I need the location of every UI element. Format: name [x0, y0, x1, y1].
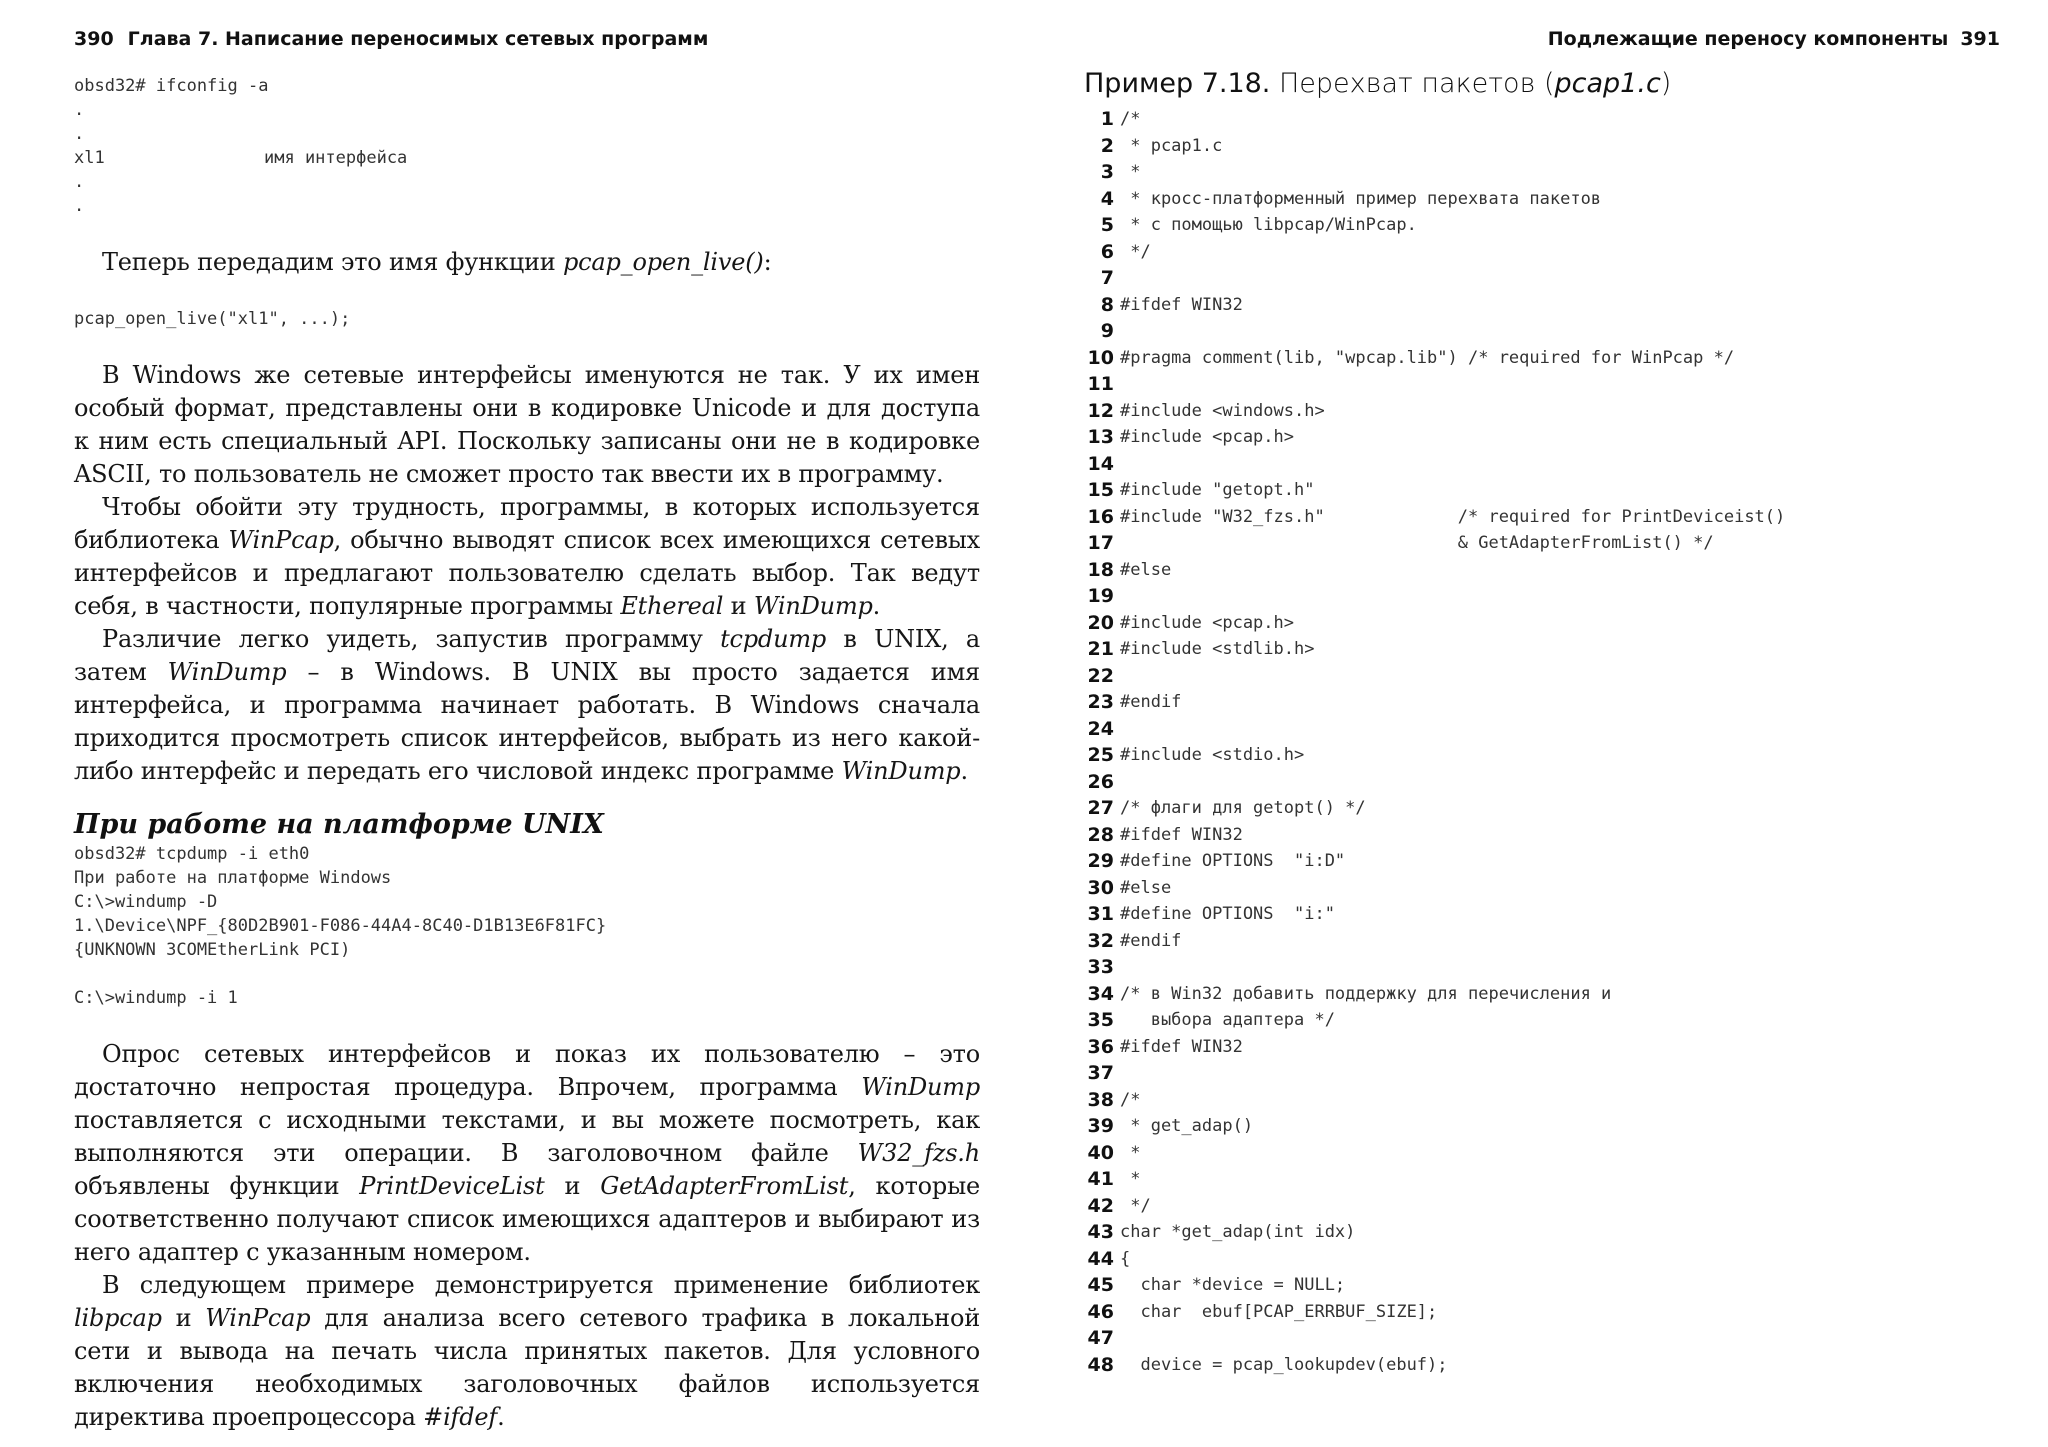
code-line: #define OPTIONS "i:D"	[1120, 851, 1346, 872]
text: , которые соответственно получают список имеющихся адаптеров и выбирают из него адаптер с указанным номером.	[74, 1172, 980, 1266]
code-line: *	[1120, 1142, 1141, 1163]
code-line: obsd32# ifconfig -a	[74, 76, 269, 96]
line-number: 28	[1087, 823, 1114, 846]
code-row	[1084, 398, 1785, 425]
code-line: #pragma comment(lib, "wpcap.lib") /* required for WinPcap */	[1120, 347, 1735, 368]
code-row	[1084, 530, 1785, 557]
line-number: 42	[1087, 1194, 1114, 1217]
line-number: 37	[1087, 1062, 1114, 1085]
code-line: #else	[1120, 877, 1172, 898]
code-row	[1084, 1352, 1785, 1379]
line-number: 9	[1100, 320, 1114, 343]
code-line	[1120, 769, 1785, 796]
code-line: #include <stdio.h>	[1120, 745, 1305, 766]
line-number: 36	[1087, 1035, 1114, 1058]
code-row	[1084, 848, 1785, 875]
code-row	[1084, 1246, 1785, 1273]
line-number: 15	[1087, 479, 1114, 502]
code-block-tcpdump	[74, 842, 980, 1010]
line-number: 47	[1087, 1327, 1114, 1350]
line-number: 31	[1087, 903, 1114, 926]
line-number: 30	[1087, 876, 1114, 899]
line-number: 12	[1087, 399, 1114, 422]
paragraph-5	[74, 1038, 980, 1269]
code-line: * с помощью libpcap/WinPcap.	[1120, 215, 1417, 236]
text: – в Windows. В UNIX вы просто задается имя интерфейса, и программа начинает работать. В Windows сначала приходится просмотреть список интерфейсов, выбрать из него какой-либо интерфейс и передать его числовой индекс программе	[74, 658, 980, 785]
line-number: 13	[1087, 426, 1114, 449]
code-line: char *device = NULL;	[1120, 1275, 1346, 1296]
code-row	[1084, 239, 1785, 266]
code-line: obsd32# tcpdump -i eth0	[74, 844, 310, 864]
paragraph-6	[74, 1269, 980, 1434]
code-row	[1084, 954, 1785, 981]
code-line: #else	[1120, 559, 1172, 580]
text: Различие легко уидеть, запустив программу	[102, 625, 721, 653]
text: и	[723, 592, 754, 620]
term: #ifdef	[423, 1403, 498, 1431]
term: WinDump	[753, 592, 873, 620]
code-line: #include <stdlib.h>	[1120, 639, 1315, 660]
line-number: 43	[1087, 1221, 1114, 1244]
text: :	[763, 248, 772, 276]
code-line: C:\>windump -i 1	[74, 988, 238, 1008]
line-number: 46	[1087, 1300, 1114, 1323]
right-page-number: 391	[1960, 28, 2000, 50]
text: .	[497, 1403, 505, 1431]
term: tcpdump	[720, 625, 827, 653]
code-line	[1120, 663, 1785, 690]
text: для анализа всего сетевого трафика в локальной сети и вывода на печать числа принятых пакетов. Для условного включения необходимых заголовочных файлов используется директива проепроцессора	[74, 1304, 980, 1431]
code-row	[1084, 636, 1785, 663]
code-line: /* флаги для getopt() */	[1120, 798, 1366, 819]
function-name: pcap_open_live()	[562, 248, 764, 276]
line-number: 25	[1087, 744, 1114, 767]
term: GetAdapterFromList	[600, 1172, 849, 1200]
line-number: 38	[1087, 1088, 1114, 1111]
term: WinDump	[861, 1073, 980, 1101]
line-number: 26	[1087, 770, 1114, 793]
text: в UNIX, а затем	[74, 625, 980, 686]
line-number: 39	[1087, 1115, 1114, 1138]
line-number: 6	[1100, 240, 1114, 263]
line-number: 3	[1100, 161, 1114, 184]
line-number: 1	[1100, 108, 1114, 131]
section-subheading: При работе на платформе UNIX	[74, 809, 604, 840]
code-line: выбора адаптера */	[1120, 1010, 1335, 1031]
code-row	[1084, 1299, 1785, 1326]
code-iface-name: xl1	[74, 148, 105, 168]
example-label: Пример 7.18.	[1084, 68, 1271, 99]
term: WinPcap	[205, 1304, 311, 1332]
line-number: 48	[1087, 1353, 1114, 1376]
code-line: .	[74, 196, 85, 216]
line-number: 10	[1087, 346, 1114, 369]
code-line: .	[74, 172, 85, 192]
code-line: #include <pcap.h>	[1120, 427, 1294, 448]
code-row	[1084, 477, 1785, 504]
code-row	[1084, 133, 1785, 160]
code-row	[1084, 1219, 1785, 1246]
code-row	[1084, 583, 1785, 610]
code-line	[1120, 954, 1785, 981]
code-line: *	[1120, 1169, 1141, 1190]
text: Опрос сетевых интерфейсов и показ их пользователю – это достаточно непростая процедура. Впрочем, программа	[74, 1040, 980, 1101]
code-line: При работе на платформе Windows	[74, 868, 392, 888]
text: Чтобы обойти эту трудность, программы, в которых используется библиотека	[74, 493, 980, 554]
code-line: #include "getopt.h"	[1120, 480, 1315, 501]
code-line: /* в Win32 добавить поддержку для перечисления и	[1120, 983, 1612, 1004]
term: libpcap	[74, 1304, 162, 1332]
code-row	[1084, 265, 1785, 292]
text: , обычно выводят список всех имеющихся сетевых интерфейсов и предлагают пользователю сделать выбор. Так ведут себя, в частности, популярные программы	[74, 526, 980, 620]
code-row	[1084, 742, 1785, 769]
code-line: */	[1120, 1195, 1151, 1216]
line-number: 22	[1087, 664, 1114, 687]
code-row	[1084, 1193, 1785, 1220]
line-number: 35	[1087, 1009, 1114, 1032]
code-line: #include "W32_fzs.h" /* required for PrintDeviceist()	[1120, 506, 1786, 527]
code-row	[1084, 1060, 1785, 1087]
line-number: 8	[1100, 293, 1114, 316]
code-line: /*	[1120, 109, 1141, 130]
text: и	[544, 1172, 601, 1200]
line-number: 4	[1100, 187, 1114, 210]
code-row	[1084, 822, 1785, 849]
code-row	[1084, 292, 1785, 319]
left-body	[74, 74, 980, 1434]
left-page-number: 390	[74, 28, 114, 50]
code-line: * кросс-платформенный пример перехвата пакетов	[1120, 188, 1602, 209]
term: WinPcap	[228, 526, 334, 554]
left-running-head	[74, 28, 708, 50]
line-number: 11	[1087, 373, 1114, 396]
code-row	[1084, 424, 1785, 451]
code-block-ifconfig	[74, 74, 980, 218]
code-row	[1084, 451, 1785, 478]
code-row	[1084, 212, 1785, 239]
line-number: 7	[1100, 267, 1114, 290]
code-line: #define OPTIONS "i:"	[1120, 904, 1335, 925]
line-number: 18	[1087, 558, 1114, 581]
code-line: /*	[1120, 1089, 1141, 1110]
code-line: & GetAdapterFromList() */	[1120, 533, 1714, 554]
line-number: 14	[1087, 452, 1114, 475]
term: W32_fzs.h	[857, 1139, 980, 1167]
code-row	[1084, 186, 1785, 213]
code-line: #include <windows.h>	[1120, 400, 1325, 421]
code-block-pcap-open: pcap_open_live("xl1", ...);	[74, 309, 351, 329]
line-number: 20	[1087, 611, 1114, 634]
code-line	[1120, 451, 1785, 478]
text: .	[960, 757, 968, 785]
code-line: device = pcap_lookupdev(ebuf);	[1120, 1354, 1448, 1375]
code-listing-body	[1084, 106, 1785, 1378]
left-chapter-title: Глава 7. Написание переносимых сетевых программ	[127, 28, 709, 50]
code-line: char ebuf[PCAP_ERRBUF_SIZE];	[1120, 1301, 1438, 1322]
code-line: 1.\Device\NPF_{80D2B901-F086-44A4-8C40-D1B13E6F81FC}	[74, 916, 607, 936]
paragraph-2: В Windows же сетевые интерфейсы именуются не так. У их имен особый формат, представлены они в кодировке Unicode и для доступа к ним есть специальный API. Поскольку записаны они не в кодировке ASCII, то пользователь не сможет просто так ввести их в программу.	[74, 361, 980, 488]
code-listing	[1084, 106, 1785, 1378]
code-line	[1120, 1060, 1785, 1087]
code-row	[1084, 928, 1785, 955]
text: и	[161, 1304, 206, 1332]
code-line	[1120, 716, 1785, 743]
line-number: 32	[1087, 929, 1114, 952]
code-row	[1084, 106, 1785, 133]
code-line: #ifdef WIN32	[1120, 824, 1243, 845]
code-row	[1084, 1087, 1785, 1114]
line-number: 44	[1087, 1247, 1114, 1270]
right-running-head	[1548, 28, 2000, 50]
code-line	[1120, 1325, 1785, 1352]
code-line: #include <pcap.h>	[1120, 612, 1294, 633]
code-row	[1084, 345, 1785, 372]
right-body	[1084, 66, 2004, 1378]
code-row	[1084, 1325, 1785, 1352]
term: PrintDeviceList	[359, 1172, 545, 1200]
code-line	[1120, 371, 1785, 398]
term: WinDump	[167, 658, 287, 686]
code-row	[1084, 769, 1785, 796]
text: Теперь передадим это имя функции	[102, 248, 563, 276]
code-line: *	[1120, 162, 1141, 183]
term: WinDump	[841, 757, 961, 785]
text: В следующем примере демонстрируется применение библиотек	[102, 1271, 980, 1299]
paragraph-3	[74, 491, 980, 623]
right-section-title: Подлежащие переносу компоненты	[1547, 28, 1949, 50]
example-caption: Перехват пакетов (	[1278, 68, 1555, 99]
line-number: 40	[1087, 1141, 1114, 1164]
code-row	[1084, 716, 1785, 743]
code-line: */	[1120, 241, 1151, 262]
line-number: 19	[1087, 585, 1114, 608]
code-row	[1084, 1034, 1785, 1061]
line-number: 45	[1087, 1274, 1114, 1297]
code-row	[1084, 371, 1785, 398]
code-line: .	[74, 124, 85, 144]
code-line: C:\>windump -D	[74, 892, 218, 912]
line-number: 24	[1087, 717, 1114, 740]
line-number: 27	[1087, 797, 1114, 820]
term: Ethereal	[620, 592, 724, 620]
code-line	[1120, 318, 1785, 345]
code-row	[1084, 795, 1785, 822]
code-line	[1120, 583, 1785, 610]
code-row	[1084, 504, 1785, 531]
code-row	[1084, 1007, 1785, 1034]
code-row	[1084, 663, 1785, 690]
line-number: 2	[1100, 134, 1114, 157]
paragraph-4	[74, 623, 980, 788]
line-number: 5	[1100, 214, 1114, 237]
text: .	[872, 592, 881, 620]
example-title	[1084, 66, 2004, 102]
code-line: #ifdef WIN32	[1120, 294, 1243, 315]
text: объявлены функции	[74, 1172, 360, 1200]
line-number: 17	[1087, 532, 1114, 555]
text: поставляется с исходными текстами, и вы можете посмотреть, как выполняются эти операции. В заголовочном файле	[74, 1106, 980, 1167]
code-iface-comment: имя интерфейса	[264, 148, 408, 168]
code-row	[1084, 557, 1785, 584]
example-caption-close: )	[1660, 68, 1672, 99]
line-number: 16	[1087, 505, 1114, 528]
code-line: #ifdef WIN32	[1120, 1036, 1243, 1057]
code-row	[1084, 875, 1785, 902]
code-line: .	[74, 100, 85, 120]
code-row	[1084, 689, 1785, 716]
right-page	[1024, 0, 2048, 1447]
code-row	[1084, 1113, 1785, 1140]
code-row	[1084, 1140, 1785, 1167]
code-line: * pcap1.c	[1120, 135, 1223, 156]
code-line	[1120, 265, 1785, 292]
example-filename: pcap1.c	[1554, 68, 1661, 99]
code-line: {UNKNOWN 3COMEtherLink PCI)	[74, 940, 351, 960]
code-line: {	[1120, 1248, 1131, 1269]
paragraph-1	[74, 246, 980, 279]
line-number: 21	[1087, 638, 1114, 661]
line-number: 23	[1087, 691, 1114, 714]
code-line: #endif	[1120, 692, 1182, 713]
code-row	[1084, 159, 1785, 186]
code-line: #endif	[1120, 930, 1182, 951]
code-row	[1084, 901, 1785, 928]
code-line: * get_adap()	[1120, 1116, 1254, 1137]
line-number: 33	[1087, 956, 1114, 979]
code-row	[1084, 1166, 1785, 1193]
line-number: 41	[1087, 1168, 1114, 1191]
code-row	[1084, 318, 1785, 345]
code-row	[1084, 610, 1785, 637]
code-row	[1084, 1272, 1785, 1299]
code-line: char *get_adap(int idx)	[1120, 1222, 1356, 1243]
code-row	[1084, 981, 1785, 1008]
line-number: 34	[1087, 982, 1114, 1005]
line-number: 29	[1087, 850, 1114, 873]
